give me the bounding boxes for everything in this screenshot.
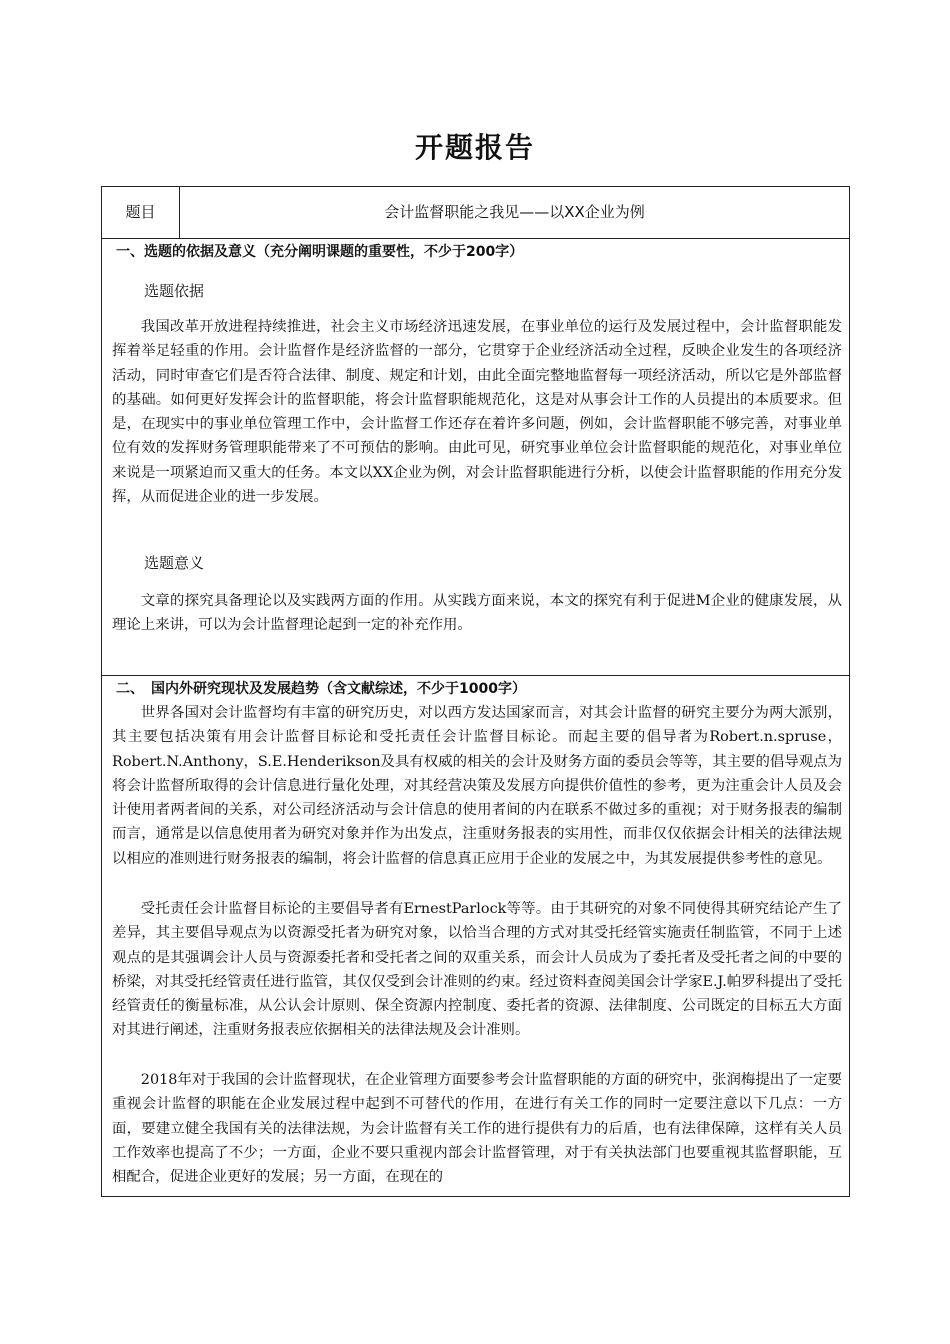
research-paragraph-1: 世界各国对会计监督均有丰富的研究历史，对以西方发达国家而言，对其会计监督的研究主要分为两大派别，其主要包括决策有用会计监督目标论和受托责任会计监督目标论。而起主要的倡导者为Robert.n.spruse，Robert.N.Anthony，S.E.Henderikson及具有权威的相关的会计及财务方面的委员会等等，其主要的倡导观点为将会计监督所取得的会计信息进行量化处理，对其经营决策及发展方向提供价值性的参考，更为注重会计人员及会计使用者两者间的关系，对公司经济活动与会计信息的使用者间的内在联系不做过多的重视；对于财务报表的编制而言，通常是以信息使用者为研究对象并作为出发点，注重财务报表的实用性，而非仅仅依据会计相关的法律法规以相应的准则进行财务报表的编制，将会计监督的信息真正应用于企业的发展之中，为其发展提供参考性的意见。 [112,705,842,867]
basis-paragraph: 我国改革开放进程持续推进，社会主义市场经济迅速发展，在事业单位的运行及发展过程中，会计监督职能发挥着举足轻重的作用。会计监督作是经济监督的一部分，它贯穿于企业经济活动全过程，反映企业发生的各项经济活动，同时审查它们是否符合法律、制度、规定和计划，由此全面完整地监督每一项经济活动，所以它是外部监督的基础。如何更好发挥会计的监督职能，将会计监督职能规范化，这是对从事会计工作的人员提出的本质要求。但是，在现实中的事业单位管理工作中，会计监督工作还存在着许多问题，例如，会计监督职能不够完善，对事业单位有效的发挥财务管理职能带来了不可预估的影响。由此可见，研究事业单位会计监督职能的规范化，对事业单位来说是一项紧迫而又重大的任务。本文以XX企业为例，对会计监督职能进行分析，以使会计监督职能的作用充分发挥，从而促进企业的进一步发展。 [112,319,842,506]
section-basis-significance [102,239,849,676]
page-title: 开题报告 [414,131,535,164]
topic-value: 会计监督职能之我见——以XX企业为例 [384,203,645,221]
section-research-status [102,676,849,1196]
significance-label: 选题意义 [144,554,205,572]
research-paragraph-3: 2018年对于我国的会计监督现状，在企业管理方面要参考会计监督职能的方面的研究中，张润梅提出了一定要重视会计监督的职能在企业发展过程中起到不可替代的作用，在进行有关工作的同时一定要注意以下几点：一方面，要建立健全我国有关的法律法规，为会计监督有关工作的进行提供有力的后盾，也有法律保障，这样有关人员工作效率也提高了不少；一方面，企业不要只重视内部会计监督管理，对于有关执法部门也要重视其监督职能，互相配合，促进企业更好的发展；另一方面，在现在的 [112,1072,842,1186]
section2-heading: 二、 国内外研究现状及发展趋势（含文献综述，不少于1000字） [116,681,526,697]
proposal-table [101,186,850,1197]
topic-row [102,187,849,239]
research-paragraph-2: 受托责任会计监督目标论的主要倡导者有ErnestParlock等等。由于其研究的对象不同使得其研究结论产生了差异，其主要倡导观点为以资源受托者为研究对象，以恰当合理的方式对其受托经管实施责任制监管，不同于上述观点的是其强调会计人员与资源委托者和受托者之间的双重关系，而会计人员成为了委托者及受托者之间的中要的桥梁，对其受托经管责任进行监管，其仅仅受到会计准则的约束。经过资料查阅美国会计学家E.J.帕罗科提出了受托经管责任的衡量标准，从公认会计原则、保全资源内控制度、委托者的资源、法律制度、公司既定的目标五大方面对其进行阐述，注重财务报表应依据相关的法律法规及会计准则。 [112,901,842,1039]
significance-paragraph: 文章的探究具备理论以及实践两方面的作用。从实践方面来说，本文的探究有利于促进M企业的健康发展，从理论上来讲，可以为会计监督理论起到一定的补充作用。 [112,593,842,634]
basis-label: 选题依据 [144,282,205,300]
section1-heading: 一、选题的依据及意义（充分阐明课题的重要性，不少于200字） [116,244,524,260]
topic-label: 题目 [102,187,180,238]
